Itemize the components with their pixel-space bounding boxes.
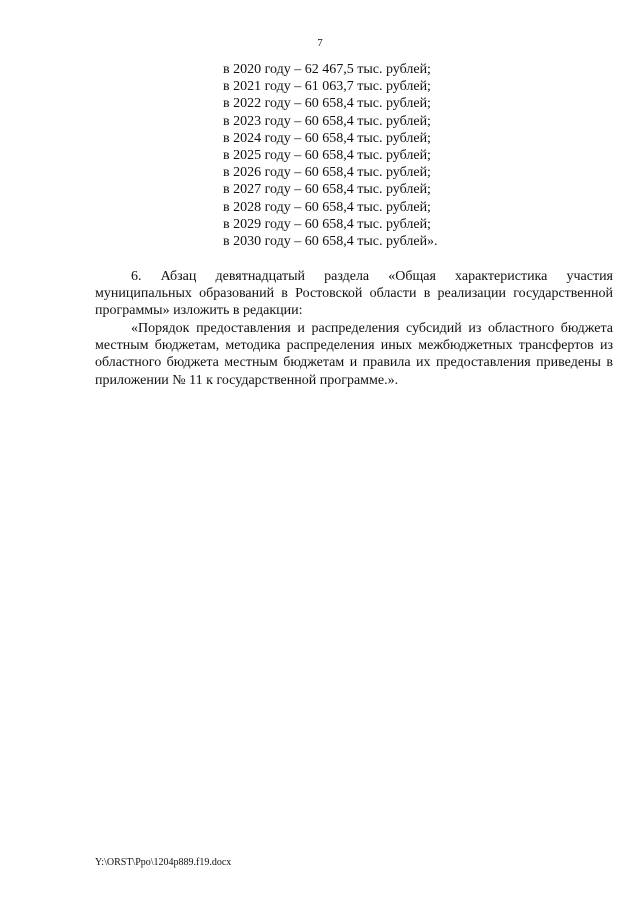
funding-year-2029: в 2029 году – 60 658,4 тыс. рублей; [223,216,431,232]
item-6-section [95,268,613,320]
quoted-paragraph: «Порядок предоставления и распределения субсидий из областного бюджета местным бюджетам, методика распределения иных межбюджетных трансфертов из областного бюджета местным бюджетам и правила их предоставления приведены в приложении № 11 к государственной программе.». [95,321,613,388]
quote-section [95,320,613,389]
item-6-paragraph: 6. Абзац девятнадцатый раздела «Общая характеристика участия муниципальных образований в Ростовской области в реализации государственной программы» изложить в редакции: [95,269,613,319]
page-number: 7 [317,37,323,49]
funding-year-2027: в 2027 году – 60 658,4 тыс. рублей; [223,182,431,198]
funding-year-2025: в 2025 году – 60 658,4 тыс. рублей; [223,148,431,164]
funding-year-2021: в 2021 году – 61 063,7 тыс. рублей; [223,79,431,95]
funding-year-2022: в 2022 году – 60 658,4 тыс. рублей; [223,96,431,112]
funding-year-2026: в 2026 году – 60 658,4 тыс. рублей; [223,165,431,181]
funding-year-2023: в 2023 году – 60 658,4 тыс. рублей; [223,113,431,129]
funding-by-year-list [223,61,438,250]
funding-year-2030: в 2030 году – 60 658,4 тыс. рублей». [223,234,438,250]
footer-file-path: Y:\ORST\Ppo\1204p889.f19.docx [95,857,232,868]
funding-year-2024: в 2024 году – 60 658,4 тыс. рублей; [223,130,431,146]
funding-year-2028: в 2028 году – 60 658,4 тыс. рублей; [223,199,431,215]
funding-year-2020: в 2020 году – 62 467,5 тыс. рублей; [223,62,431,77]
